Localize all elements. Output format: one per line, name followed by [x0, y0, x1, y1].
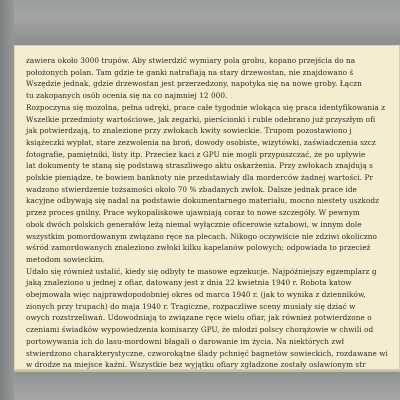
text-line: zionych przy trupach) do maja 1940 r. Tragiczne, rozpaczliwe sceny musiały się dziać w — [26, 301, 356, 311]
text-line: jak potwierdzają, to znalezione przy zwłokach kwity sowieckie. Trupom pozostawiono j — [26, 126, 352, 136]
text-line: kacyjne odbywają się nadal na podstawie dokumentarnego materiału, mocno niestety uszkodz — [26, 196, 379, 206]
text-line: lat dokumenty te staną się podstawą straszliwego aktu oskarżenia. Przy zwłokach znajdują s — [26, 161, 373, 171]
text-line: fotografie, pamiętniki, listy itp. Przeciez kaci z GPU nie mogli przypuszczać, że po upływie — [26, 149, 366, 159]
text-line: wszystkim pomordowanym związano ręce na plecach. Nikogo oczywiście nie zdziwi okoliczno — [26, 231, 377, 241]
text-line: Wszędzie jednak, gdzie drzewostan jest przerzedzony, napotyka się na nowe groby. Łączn — [26, 79, 362, 89]
text-line: obejmowała więc najprawdopodobniej okres od marca 1940 r. (jak to wynika z dzienników, — [26, 290, 366, 300]
text-line: zawiera około 3000 trupów. Aby stwierdzić wymiary pola grobu, kopano przejścia do na — [26, 56, 356, 65]
text-line: stwierdzono charakterystyczne, czworokątne ślady pchnięć bagnetów sowieckich, rozdawane wi — [26, 348, 388, 358]
text-line: obok dwóch polskich generałów leżą niemal wyłącznie oficerowie sztabowi, w innym dole — [26, 219, 362, 229]
document-text — [26, 55, 400, 370]
card-bottom-edge — [14, 370, 400, 372]
text-line: położonych polan. Tam gdzie te ganki natrafiają na stary drzewostan, nie znajdowano ś — [26, 67, 354, 77]
text-line: książeczki wypłat, stare zezwolenia na broń, dowody osobiste, wizytówki, zaświadczenia szcz — [26, 137, 376, 147]
text-line: wadzono stwierdzenie tożsamości około 70 % zbadanych zwłok. Dalsze jednak prace ide — [26, 184, 357, 194]
text-line: w drodze na miejsce kaźni. Wszystkie bez wyjątku ofiary zgładzone zostały osławionym str — [26, 360, 366, 370]
scan-left-edge — [0, 0, 14, 400]
text-line: czeniami świadków wypowiedzenia komisarzy GPU, że młodzi polscy chorążowie w chwili od — [26, 325, 374, 335]
text-line: polskie pieniądze, te bowiem banknoty nie przedstawiały dla morderców żadnej wartości. Pr — [26, 173, 374, 183]
text-line: owych rozstrzeliwań. Udowodniają to związane ręce wielu ofiar, jak również potwierdzone o — [26, 313, 372, 323]
text-line: wśród zamordowanych znaleziono zwłoki kilku kapelanów polowych; odpowiada to przecież — [26, 243, 371, 253]
text-line: tu zakopanych osób ocenia się na co najmniej 12 000. — [26, 91, 228, 101]
text-line: Wszelkie przedmioty wartościowe, jak zegarki, pierścionki i ruble odebrano już przyszłym ofi — [26, 114, 376, 124]
text-line: metodom sowieckim. — [26, 254, 105, 264]
text-line: portowywania ich do lasu-mordowni błagali o darowanie im życia. Na niektórych zwł — [26, 336, 345, 346]
text-line: jaką znaleziono u jednej z ofiar, datowany jest z dnia 22 kwietnia 1940 r. Robota katow — [26, 278, 352, 288]
text-line: przez proces gnilny. Prace wykopaliskowe ujawniają coraz to nowe szczegóły. W pewnym — [26, 208, 360, 218]
text-line: Udało się również ustalić, kiedy się odbyły te masowe egzekucje. Najpóźniejszy egzemplarz g — [26, 266, 377, 276]
text-line: Rozpoczyna się mozolna, pełna udręki, prace całe tygodnie wlokąca się praca identyfikowania z — [26, 102, 386, 112]
document-card — [14, 45, 400, 370]
